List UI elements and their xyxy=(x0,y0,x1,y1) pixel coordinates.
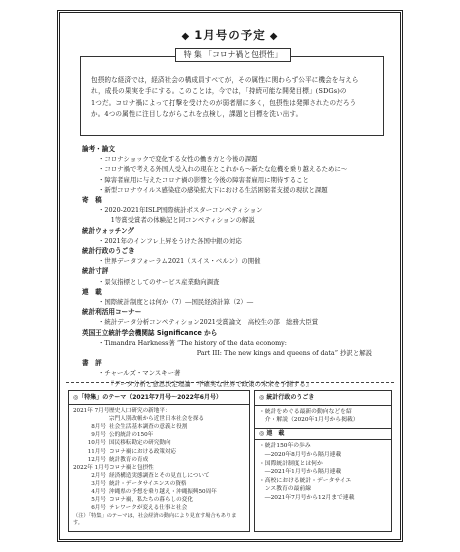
toc-item: ・障害者雇用に与えたコロナ禍の影響と今後の障害者雇用に期待すること xyxy=(98,175,309,184)
schedule-row xyxy=(73,407,245,415)
toc-category: 連 載 xyxy=(82,287,102,296)
toc-item: ・国際統計制度とは何か（7）―国民経済計算（2）― xyxy=(98,298,254,307)
toc-item: ・新型コロナウイルス感染症の感染拡大下における生活困窮者支援の現状と課題 xyxy=(98,185,328,194)
schedule-title: ◎「特集」のテーマ（2021年7月号〜2022年6月号） xyxy=(69,394,249,405)
serial-item: ―2021年1月号から隔月連載 xyxy=(259,469,342,476)
toc-category: 書 評 xyxy=(82,359,102,368)
serial-title: ◎ 連 載 xyxy=(255,428,391,441)
toc-item: ・景気指標としてのサービス産業動向調査 xyxy=(98,277,220,286)
toc-item: ・コロナショックで変化する女性の働き方と今後の課題 xyxy=(98,155,258,164)
info-box xyxy=(254,390,392,532)
serial-item: ―2021年7月号から12月まで連載 xyxy=(259,494,355,501)
toc-item: ・コロナ禍で考える外国人受入れの現在とこれから〜新たな危機を乗り越えるために〜 xyxy=(98,165,348,174)
intro-line: 包摂的な経済では，経済社会の構成員すべてが，その属性に関わらず公平に機会を与えら xyxy=(91,76,359,84)
schedule-topic: コロナ禍，私たちの暮らしの変化 xyxy=(109,497,193,504)
toc-item: ・2020-2021年ISLP国際統計ポスターコンペティション xyxy=(98,206,263,215)
schedule-topic: 統計教育の育成 xyxy=(109,456,149,463)
schedule-row xyxy=(73,415,245,423)
intro-line: 1つだ。コロナ禍によって打撃を受けたのが弱者層に多く，包摂性は発揮されたのだろう xyxy=(91,98,357,107)
intro-line: か。4つの属性に注目しながらこれを点検し，課題と目標を洗い出す。 xyxy=(91,110,303,119)
toc-category: 統計ウォッチング xyxy=(82,226,135,235)
toc-item: 『データ分析と意思決定理論 不確実な世界で政策の未来を予測する』 xyxy=(98,379,313,388)
schedule-topic: 経済構造実態調査とその見直しについて xyxy=(109,472,210,479)
toc-item: ・Timandra Harkness著 “The history of the data economy: xyxy=(98,338,287,347)
schedule-month: 4月号 xyxy=(91,489,106,496)
schedule-topic: コロナ禍における政策対応 xyxy=(109,448,177,455)
admin-trends-item: ・統計をめぐる最新の動向などを紹 xyxy=(259,408,352,415)
toc-item: ・統計データ分析コンペティション2021受賞論文 高校生の部 総務大臣賞 xyxy=(98,318,319,327)
toc-category: 統計寸評 xyxy=(82,267,109,276)
schedule-month xyxy=(73,415,109,423)
feature-intro xyxy=(80,56,384,136)
schedule-month: 10月号 xyxy=(87,440,106,447)
schedule-row xyxy=(73,448,245,456)
page-frame xyxy=(57,10,403,542)
schedule-row xyxy=(73,423,245,431)
schedule-list xyxy=(73,407,245,512)
toc-category: 統計行政のうごき xyxy=(82,247,135,256)
divider xyxy=(66,382,394,383)
serial-item: ・統計150年の歩み xyxy=(259,443,311,450)
schedule-topic: 社会生活基本調査の意義と役割 xyxy=(109,424,188,431)
schedule-topic: 歴史人口研究の新地平： xyxy=(109,408,171,415)
schedule-row xyxy=(73,431,245,439)
table-of-contents xyxy=(82,144,382,389)
serial-item: ・高校における統計・データサイエ xyxy=(259,477,352,484)
toc-item: ・2021年のインフレ上昇をうけた各国中銀の対応 xyxy=(98,236,242,245)
schedule-row xyxy=(73,456,245,464)
issue-title: 1月号の予定 xyxy=(194,28,266,42)
schedule-month: 6月号 xyxy=(91,505,106,512)
schedule-row xyxy=(73,504,245,512)
schedule-month: 3月号 xyxy=(91,480,106,487)
feature-schedule-box xyxy=(68,390,250,532)
toc-category: 統計利活用コーナー xyxy=(82,308,142,317)
schedule-row xyxy=(73,480,245,488)
toc-category: 英国王立統計学会機関誌 Significance から xyxy=(82,328,218,337)
schedule-topic: 統計・データサイエンスの資格 xyxy=(109,480,187,487)
schedule-month: 5月号 xyxy=(91,497,106,504)
toc-item: ・世界データフォーラム2021（スイス・ベルン）の開催 xyxy=(98,257,261,266)
schedule-row xyxy=(73,439,245,447)
schedule-note: （注）「特集」のテーマは，社会経済の動向により見直す場合もあります。 xyxy=(73,513,237,527)
diamond-icon: ◆ xyxy=(269,31,279,42)
schedule-topic: テレワークが変える仕事と社会 xyxy=(109,505,188,512)
schedule-topic: 公的統計の150年 xyxy=(109,432,154,439)
schedule-month: 2022年 1月号 xyxy=(73,464,110,471)
schedule-topic: 国民移転勘定の研究動向 xyxy=(109,440,171,447)
schedule-month: 8月号 xyxy=(91,424,106,431)
schedule-row xyxy=(73,496,245,504)
schedule-month: 9月号 xyxy=(91,432,106,439)
serial-item: ―2020年8月号から隔月連載 xyxy=(259,451,342,458)
feature-tag: 特 集 「コロナ禍と包摂性」 xyxy=(175,48,291,62)
schedule-month: 2021年 7月号 xyxy=(73,408,110,415)
schedule-topic: コロナ禍と包摂性 xyxy=(109,464,154,471)
serial-item: ・国際統計制度とは何か xyxy=(259,460,323,467)
toc-item: Part III: The new kings and queens of data” 抄訳と解説 xyxy=(196,349,372,358)
schedule-month: 11月号 xyxy=(87,448,106,455)
toc-item: ・チャールズ・マンスキー著 xyxy=(98,369,181,378)
admin-trends-title: ◎ 統計行政のうごき xyxy=(255,394,391,406)
schedule-month: 2月号 xyxy=(91,472,106,479)
schedule-row xyxy=(73,488,245,496)
diamond-icon: ◆ xyxy=(181,31,191,42)
schedule-row xyxy=(73,464,245,472)
page-title xyxy=(60,27,400,45)
serial-item: ンス教育の最前線 xyxy=(259,486,311,493)
toc-item: 1等賞受賞者の体験記と同コンペティションの解説 xyxy=(98,216,255,225)
toc-category: 寄 稿 xyxy=(82,196,102,205)
intro-line: れ，成長の果実を手にする。このことは，今では，「持続可能な開発目標」(SDGs)の xyxy=(91,87,347,96)
schedule-topic: 沖縄県の予想を乗り越え・沖縄振興50周年 xyxy=(109,489,217,496)
toc-category: 論考・論文 xyxy=(82,145,115,153)
schedule-topic: 宗門人別改帳から近世日本社会を探る xyxy=(109,416,205,423)
admin-trends-item: 介・解説（2020年1月号から掲載） xyxy=(259,417,359,424)
schedule-month: 12月号 xyxy=(87,456,106,463)
schedule-row xyxy=(73,472,245,480)
